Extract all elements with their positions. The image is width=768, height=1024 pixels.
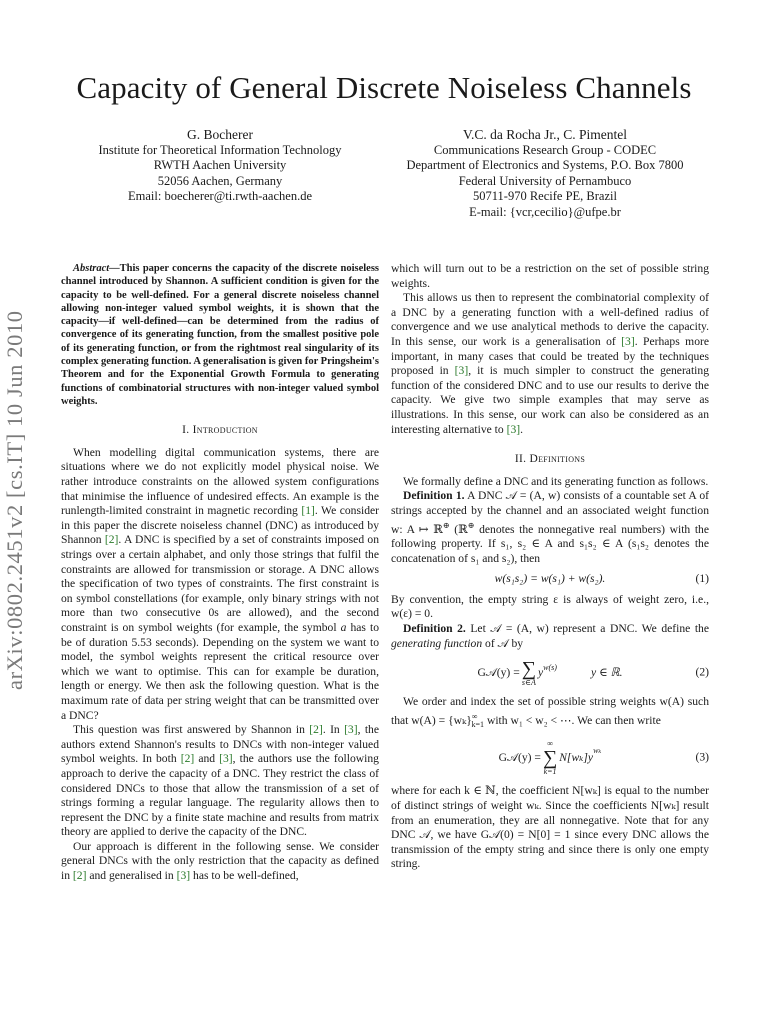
citation-link[interactable]: [1] [301, 504, 315, 518]
equation-1: w(s₁s₂) = w(s₁) + w(s₂). (1) [494, 572, 709, 586]
author-name: G. Bocherer [187, 127, 253, 142]
paragraph: We order and index the set of possible string weights w(A) such that $w(A) = \{w_k\}^\infty_{k=1}$ with w₁ < w₂ < ⋯. We can then write [391, 695, 709, 729]
paragraph: This allows us then to represent the combinatorial complexity of a DNC by a generating function with a well-defined radius of convergence and we use analytical methods to derive the capacity. In this sense, our work is a generalisation of [3]. Perhaps more important, in many cases that could be treated by the techniques proposed in [3], it is much simpler to construct the generating function of the considered DNC and to use our results to derive the capacity. We give two simple examples that may serve as illustrations. In this sense, our work can also be considered as an interesting alternative to [3]. [391, 291, 709, 436]
author-affiliation-line: Federal University of Pernambuco [458, 173, 632, 188]
section-number: II. [514, 453, 530, 466]
equation-number: (1) [695, 572, 709, 586]
citation-link[interactable]: [3] [176, 869, 191, 883]
paragraph: where for each k ∈ ℕ, the coefficient N[wₖ] is equal to the number of distinct strings of weight wₖ. Since the coefficients N[wₖ] result from an enumeration, they are all nonnegative. Note that for any DNC 𝒜, we have G𝒜(0) = N[0] = 1 since every DNC allows the transmission of the empty string and since there is only one empty string. [391, 784, 709, 871]
author-email: Email: boecherer@ti.rwth-aachen.de [128, 189, 312, 203]
author-affiliation-line: Institute for Theoretical Information Technology [98, 142, 342, 157]
definition-2: Definition 2. Let 𝒜 = (A, w) represent a DNC. We define the generating function of 𝒜 by [391, 621, 709, 650]
left-column [61, 262, 379, 884]
equation-2: G𝒜(y) = ∑ s∈A y $^{w(s)}$ y ∈ ℝ. (2) [477, 658, 709, 688]
citation-link[interactable]: [3] [621, 334, 635, 348]
citation-link[interactable]: [3] [219, 752, 233, 766]
section-title: Definitions [529, 453, 586, 466]
paragraph: Our approach is different in the following sense. We consider general DNCs with the only restriction that the capacity as defined in [2] and generalised in [3] has to be well-defined, [61, 839, 379, 883]
citation-link[interactable]: [2] [309, 723, 323, 737]
citation-link[interactable]: [2] [180, 752, 195, 766]
author-affiliation-line: 52056 Aachen, Germany [157, 173, 283, 188]
author-affiliation-line: 50711-970 Recife PE, Brazil [473, 189, 617, 203]
definition-label: Definition 2. [403, 621, 466, 635]
author-name: V.C. da Rocha Jr., C. Pimentel [463, 127, 627, 142]
citation-link[interactable]: [3] [506, 422, 521, 436]
section-heading-definitions [391, 452, 709, 467]
abstract [61, 262, 379, 408]
equation-number: (3) [695, 751, 709, 765]
equation-3: G𝒜(y) = ∞ ∑ k=1 N[wₖ]y $^{w_k}$ (3) [498, 739, 709, 777]
paragraph: which will turn out to be a restriction on the set of possible string weights. [391, 262, 709, 290]
arxiv-stamp[interactable]: arXiv:0802.2451v2 [cs.IT] 10 Jun 2010 [2, 310, 27, 690]
author-affiliation-line: Communications Research Group - CODEC [433, 142, 657, 157]
paragraph: We formally define a DNC and its generating function as follows. [403, 474, 709, 488]
abstract-text: —This paper concerns the capacity of the discrete noiseless channel introduced by Shannon. A sufficient condition is given for the capacity to be well-defined. For a general discrete noiseless channel allowing non-integer valued symbol weights, it is shown that the capacity—if well-defined—can be determined from the radius of convergence of its generating function, from the smallest positive pole of its generating function, or from the rightmost real singularity of its complex generating function. A generalisation is given for Pringsheim's Theorem and for the Exponential Growth Formula to generating functions of combinatorial structures with non-integer valued symbol weights. [61, 263, 380, 407]
author-block-1 [60, 127, 380, 205]
paragraph: By convention, the empty string ε is always of weight zero, i.e., w(ε) = 0. [391, 592, 709, 621]
summation-symbol: ∑ s∈A [521, 658, 536, 688]
paragraph: This question was first answered by Shannon in [2]. In [3], the authors extend Shannon's results to DNCs with non-integer valued symbol weights. In both [2] and [3], the authors use the following approach to derive the capacity of a DNC. They restrict the class of considered DNCs to those that allow the transmission of a set of strings forming a regular language. The regularity allows then to represent the DNC by a finite state machine and results from matrix theory are applied to derive the capacity of the DNC. [61, 723, 379, 839]
author-affiliation-line: RWTH Aachen University [153, 158, 287, 172]
author-affiliation-line: Department of Electronics and Systems, P.O. Box 7800 [406, 158, 684, 172]
citation-link[interactable]: [2] [104, 533, 119, 547]
section-title: Introduction [192, 424, 258, 437]
paragraph: When modelling digital communication systems, there are situations where we do not explicitly model physical noise. We rather introduce constraints on the allowed system configurations that minimise the influence of undesired effects. An example is the runlength-limited constraint in magnetic recording [1]. We consider in this paper the discrete noiseless channel (DNC) as introduced by Shannon [2]. A DNC is specified by a set of constraints imposed on strings over a certain alphabet, and only those strings that fulfil the constraints are allowed for transmission or storage. A DNC allows the specification of two types of constraints. The first constraint is on symbol constellations (for example, only binary strings with not more than two consecutive 0s are allowed), and the second constraint is on symbol weights (for example, the symbol a has to be of duration 5.53 seconds). Depending on the system we want to model, the symbol weights represent the critical resource over which we want to optimise. This can for example be duration, length or energy. We then ask the following question. What is the maximum rate of data per string weight that can be transmitted over a DNC? [61, 445, 379, 722]
paper-title: Capacity of General Discrete Noiseless Channels [76, 70, 692, 105]
definition-1: Definition 1. A DNC 𝒜 = (A, w) consists of a countable set A of strings accepted by the channel and an associated weight function w: A ↦ ℝ⊕ (ℝ⊕ denotes the nonnegative real numbers) with the following property. If s₁, s₂ ∈ A and s₁s₂ ∈ A (s₁s₂ denotes the concatenation of s₁ and s₂), then [391, 489, 710, 565]
citation-link[interactable]: [3] [454, 364, 469, 378]
equation-number: (2) [695, 665, 709, 679]
section-heading-introduction [61, 423, 379, 438]
citation-link[interactable]: [2] [72, 869, 87, 883]
summation-symbol: ∞ ∑ k=1 [542, 739, 558, 777]
right-column [391, 262, 709, 872]
section-number: I. [182, 424, 193, 437]
citation-link[interactable]: [3] [344, 723, 358, 737]
author-email: E-mail: {vcr,cecilio}@ufpe.br [469, 204, 621, 219]
author-block-2 [380, 127, 710, 220]
definition-label: Definition 1. [403, 489, 465, 503]
abstract-label: Abstract [73, 263, 110, 274]
